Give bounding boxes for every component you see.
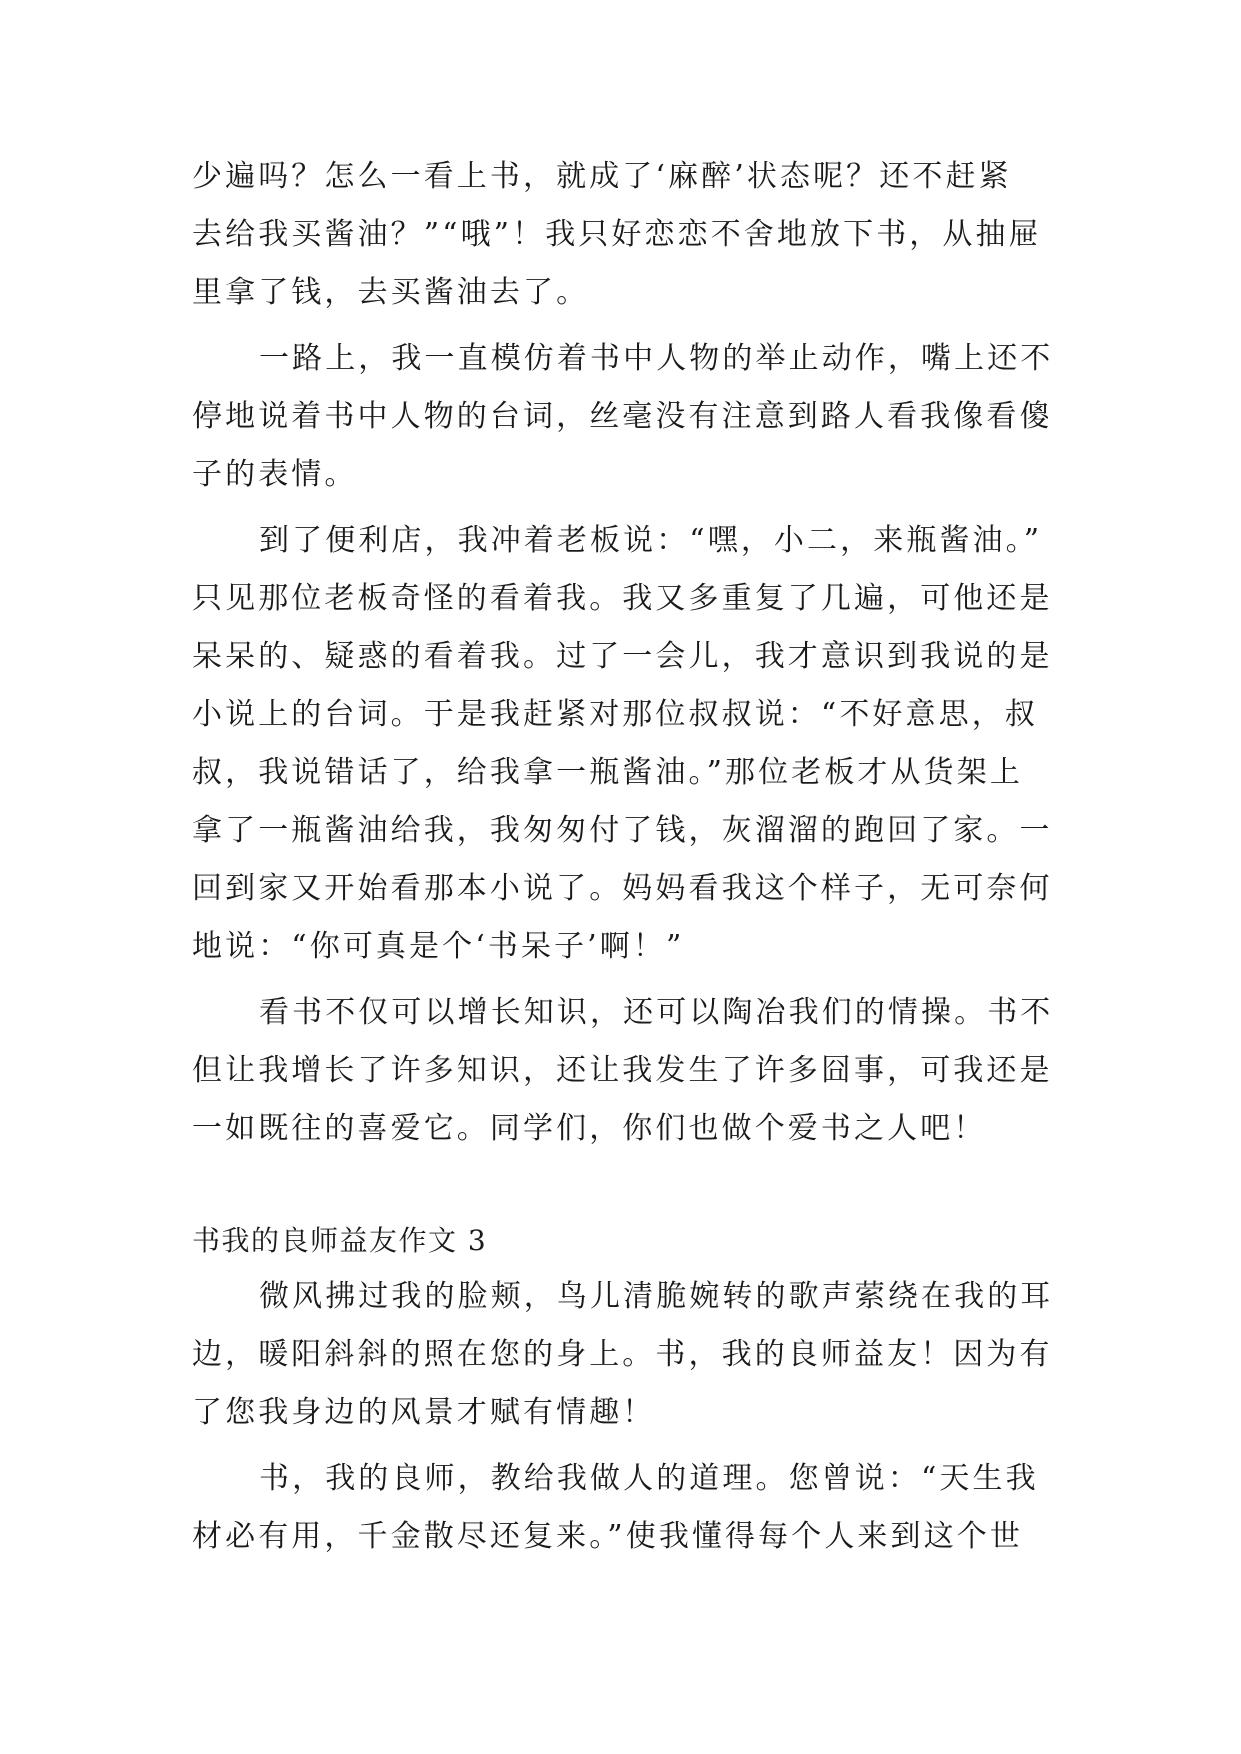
section-heading: 书我的良师益友作文 3 [192, 1224, 488, 1257]
text-line: 微风拂过我的脸颊，鸟儿清脆婉转的歌声萦绕在我的耳 [259, 1279, 1054, 1314]
text-line: 小说上的台词。于是我赶紧对那位叔叔说：“不好意思，叔 [192, 697, 1038, 732]
text-line: 看书不仅可以增长知识，还可以陶冶我们的情操。书不 [259, 995, 1054, 1030]
text-line: 一路上，我一直模仿着书中人物的举止动作，嘴上还不 [259, 341, 1054, 376]
paragraph [192, 984, 1052, 1158]
text-line: 子的表情。 [192, 457, 358, 492]
text-line: 少遍吗？怎么一看上书，就成了‘麻醉’状态呢？还不赶紧 [192, 159, 1012, 194]
text-line: 呆呆的、疑惑的看着我。过了一会儿，我才意识到我说的是 [192, 639, 1053, 674]
text-line: 去给我买酱油？”“哦”！我只好恋恋不舍地放下书，从抽屉 [192, 217, 1042, 252]
text-line: 里拿了钱，去买酱油去了。 [192, 275, 590, 310]
text-line: 一如既往的喜爱它。同学们，你们也做个爱书之人吧！ [192, 1111, 987, 1146]
paragraph [192, 512, 1052, 976]
text-line: 边，暖阳斜斜的照在您的身上。书，我的良师益友！因为有 [192, 1337, 1053, 1372]
text-line: 地说：“你可真是个‘书呆子’啊！” [192, 929, 685, 964]
paragraph [192, 148, 1052, 322]
paragraph [192, 1268, 1052, 1442]
text-line: 但让我增长了许多知识，还让我发生了许多囧事，可我还是 [192, 1053, 1053, 1088]
text-line: 回到家又开始看那本小说了。妈妈看我这个样子，无可奈何 [192, 871, 1053, 906]
text-line: 只见那位老板奇怪的看着我。我又多重复了几遍，可他还是 [192, 581, 1053, 616]
document-page [192, 148, 1052, 1566]
paragraph [192, 1450, 1052, 1566]
paragraph [192, 330, 1052, 504]
text-line: 拿了一瓶酱油给我，我匆匆付了钱，灰溜溜的跑回了家。一 [192, 813, 1053, 848]
text-line: 停地说着书中人物的台词，丝毫没有注意到路人看我像看傻 [192, 399, 1053, 434]
text-line: 书，我的良师，教给我做人的道理。您曾说：“天生我 [259, 1461, 1039, 1496]
text-line: 材必有用，千金散尽还复来。”使我懂得每个人来到这个世 [192, 1519, 1023, 1554]
text-line: 了您我身边的风景才赋有情趣！ [192, 1395, 656, 1430]
text-line: 叔，我说错话了，给我拿一瓶酱油。”那位老板才从货架上 [192, 755, 1023, 790]
text-line: 到了便利店，我冲着老板说：“嘿，小二，来瓶酱油。” [259, 523, 1043, 558]
